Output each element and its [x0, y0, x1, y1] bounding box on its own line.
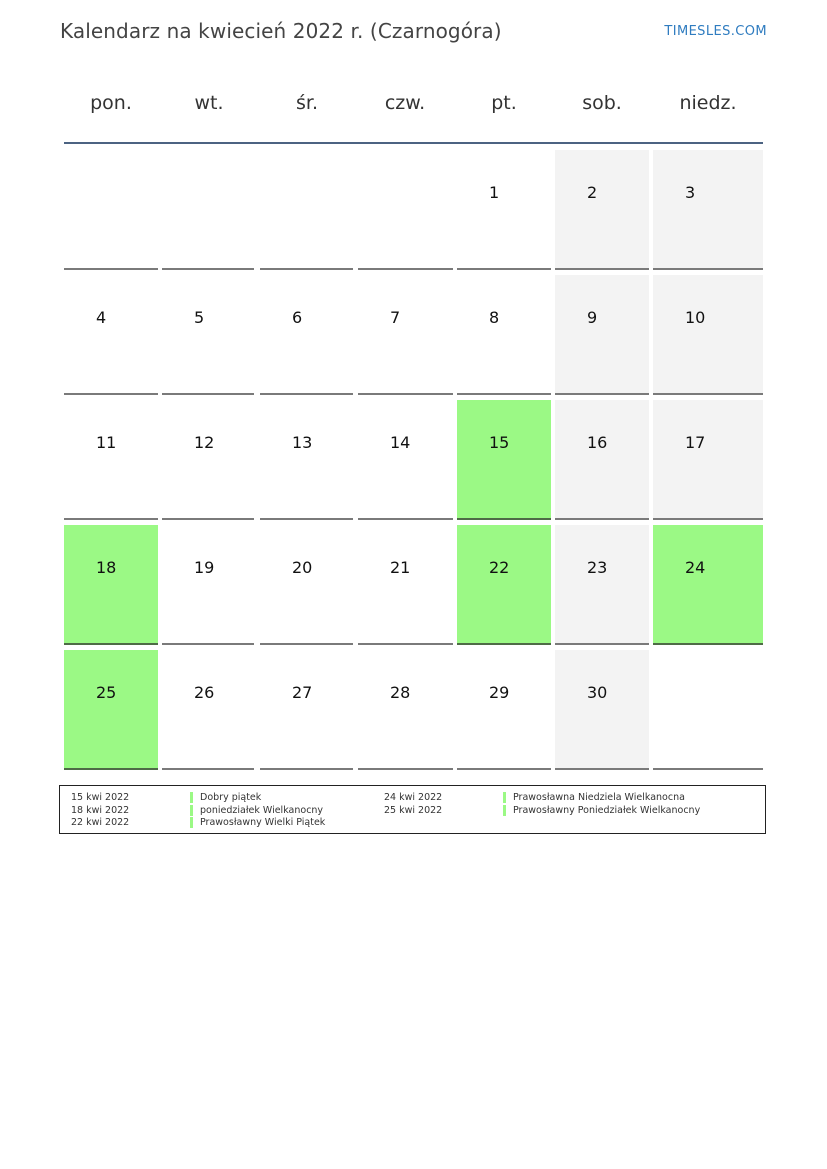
day-number: 16 [587, 433, 608, 452]
day-number: 5 [194, 308, 205, 327]
day-number: 6 [292, 308, 303, 327]
empty-cell [162, 150, 254, 270]
day-number: 17 [685, 433, 706, 452]
day-cell[interactable] [64, 525, 158, 645]
day-cell[interactable] [64, 650, 158, 770]
empty-cell [260, 150, 353, 270]
day-number: 14 [390, 433, 411, 452]
day-cell[interactable] [358, 525, 453, 645]
day-cell[interactable] [162, 275, 254, 395]
day-cell[interactable] [653, 400, 763, 520]
day-number: 26 [194, 683, 215, 702]
weekday-header [62, 92, 764, 120]
day-cell[interactable] [358, 275, 453, 395]
day-number: 4 [96, 308, 107, 327]
day-cell[interactable] [260, 525, 353, 645]
day-number: 25 [96, 683, 117, 702]
day-number: 13 [292, 433, 313, 452]
day-cell[interactable] [457, 400, 551, 520]
day-number: 1 [489, 183, 500, 202]
day-cell[interactable] [653, 150, 763, 270]
day-number: 28 [390, 683, 411, 702]
holiday-legend [59, 785, 766, 834]
day-cell[interactable] [555, 150, 649, 270]
legend-holiday-name: Prawosławny Wielki Piątek [190, 817, 325, 828]
empty-cell [358, 150, 453, 270]
weekday-label: wt. [194, 92, 224, 114]
page-title: Kalendarz na kwiecień 2022 r. (Czarnogóra) [60, 19, 502, 43]
empty-cell [64, 150, 158, 270]
legend-holiday-name: Prawosławna Niedziela Wielkanocna [503, 792, 685, 803]
brand-link[interactable]: TIMESLES.COM [664, 24, 767, 39]
day-number: 18 [96, 558, 117, 577]
day-number: 21 [390, 558, 411, 577]
day-cell[interactable] [358, 400, 453, 520]
day-cell[interactable] [358, 650, 453, 770]
day-cell[interactable] [653, 525, 763, 645]
legend-holiday-name: Dobry piątek [190, 792, 261, 803]
day-number: 20 [292, 558, 313, 577]
weekday-label: czw. [384, 92, 426, 114]
day-cell[interactable] [653, 275, 763, 395]
day-number: 2 [587, 183, 598, 202]
day-cell[interactable] [457, 150, 551, 270]
day-cell[interactable] [555, 400, 649, 520]
day-cell[interactable] [260, 650, 353, 770]
day-number: 9 [587, 308, 598, 327]
day-number: 11 [96, 433, 117, 452]
day-cell[interactable] [162, 650, 254, 770]
day-cell[interactable] [457, 650, 551, 770]
day-cell[interactable] [64, 275, 158, 395]
legend-date: 15 kwi 2022 [71, 792, 130, 803]
legend-date: 18 kwi 2022 [71, 805, 130, 816]
empty-cell [653, 650, 763, 770]
day-cell[interactable] [260, 275, 353, 395]
day-cell[interactable] [162, 400, 254, 520]
day-cell[interactable] [555, 275, 649, 395]
weekday-label: sob. [582, 92, 622, 114]
day-number: 19 [194, 558, 215, 577]
legend-holiday-name: poniedziałek Wielkanocny [190, 805, 323, 816]
day-cell[interactable] [457, 525, 551, 645]
day-number: 12 [194, 433, 215, 452]
day-number: 15 [489, 433, 510, 452]
weekday-label: śr. [295, 92, 318, 114]
day-number: 23 [587, 558, 608, 577]
legend-date: 25 kwi 2022 [384, 805, 443, 816]
day-cell[interactable] [555, 650, 649, 770]
day-number: 10 [685, 308, 706, 327]
day-number: 8 [489, 308, 500, 327]
day-cell[interactable] [162, 525, 254, 645]
weekday-label: pt. [491, 92, 517, 114]
day-number: 22 [489, 558, 510, 577]
day-number: 24 [685, 558, 706, 577]
day-number: 7 [390, 308, 401, 327]
weekday-label: pon. [90, 92, 132, 114]
legend-date: 22 kwi 2022 [71, 817, 130, 828]
weekday-label: niedz. [679, 92, 737, 114]
day-cell[interactable] [457, 275, 551, 395]
day-cell[interactable] [555, 525, 649, 645]
day-cell[interactable] [64, 400, 158, 520]
legend-date: 24 kwi 2022 [384, 792, 443, 803]
day-number: 30 [587, 683, 608, 702]
header-divider [64, 142, 763, 144]
day-number: 27 [292, 683, 313, 702]
day-number: 3 [685, 183, 696, 202]
legend-holiday-name: Prawosławny Poniedziałek Wielkanocny [503, 805, 700, 816]
day-number: 29 [489, 683, 510, 702]
day-cell[interactable] [260, 400, 353, 520]
